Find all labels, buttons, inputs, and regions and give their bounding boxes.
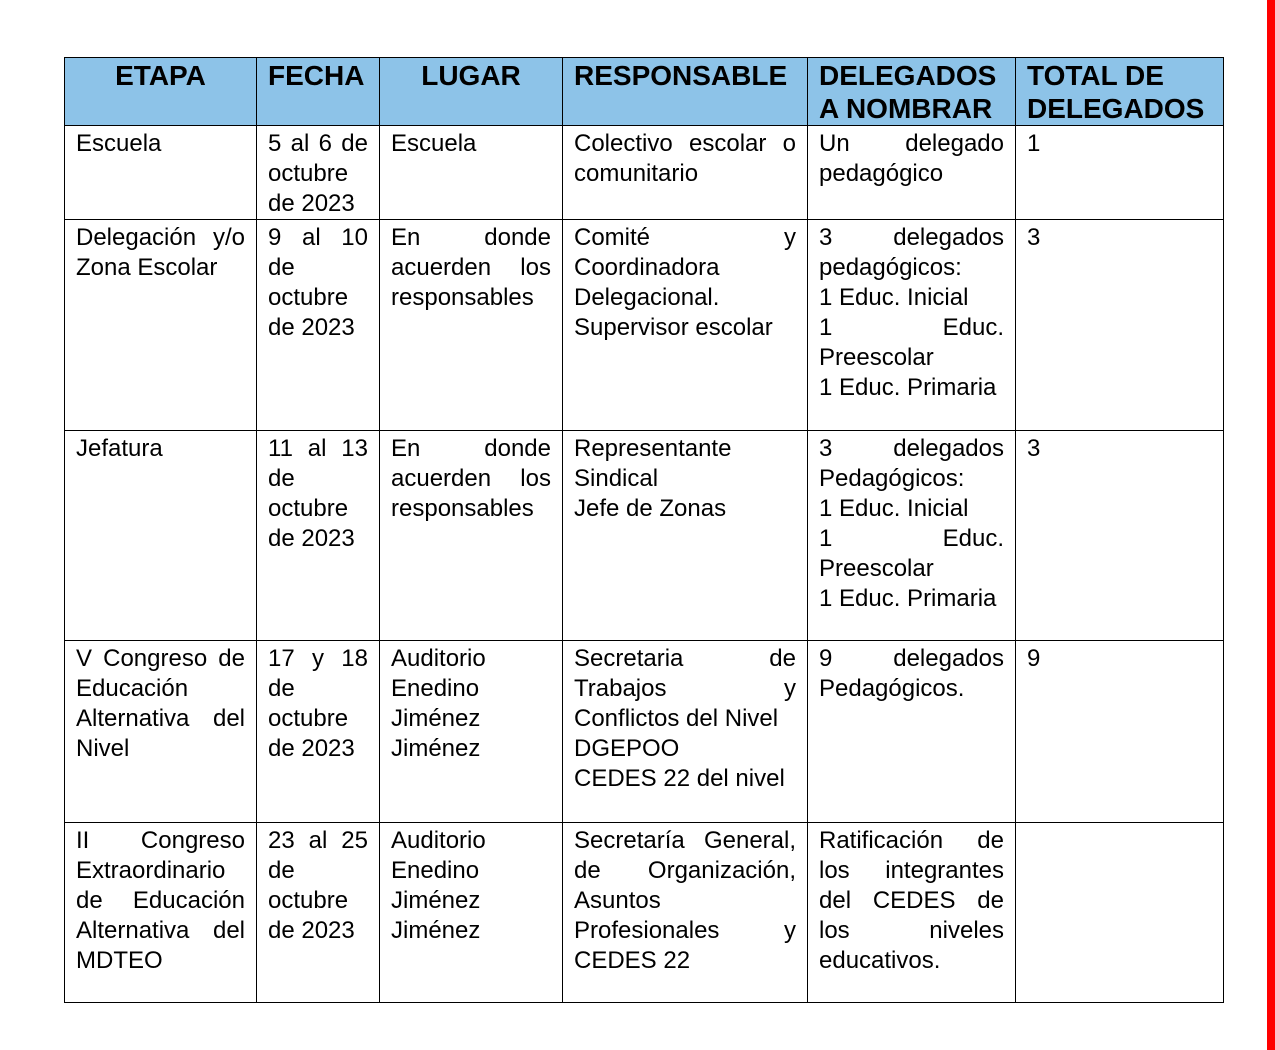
cell-fecha: 17 y 18 de octubre de 2023: [257, 641, 380, 823]
table-row: [65, 126, 1224, 220]
cell-responsable: Representante Sindical Jefe de Zonas: [563, 431, 808, 641]
cell-etapa: V Congreso de Educación Alternativa del Nivel: [65, 641, 257, 823]
cell-etapa: Jefatura: [65, 431, 257, 641]
cell-delegados: 9 delegados Pedagógicos.: [808, 641, 1016, 823]
cell-responsable: Secretaria de Trabajos y Conflictos del Nivel DGEPOO CEDES 22 del nivel: [563, 641, 808, 823]
header-lugar: LUGAR: [380, 58, 563, 126]
cell-total: 3: [1016, 431, 1224, 641]
header-responsable: RESPONSABLE: [563, 58, 808, 126]
table-row: [65, 641, 1224, 823]
cell-delegados: 3 delegados Pedagógicos: 1 Educ. Inicial 1 Educ. Preescolar 1 Educ. Primaria: [808, 431, 1016, 641]
cell-fecha: 9 al 10 de octubre de 2023: [257, 220, 380, 431]
cell-lugar: Auditorio Enedino Jiménez Jiménez: [380, 641, 563, 823]
delegates-schedule-table: [64, 57, 1224, 1003]
cell-etapa: II Congreso Extraordinario de Educación Alternativa del MDTEO: [65, 823, 257, 1003]
header-etapa: ETAPA: [65, 58, 257, 126]
cell-delegados: Un delegado pedagógico: [808, 126, 1016, 220]
cell-fecha: 5 al 6 de octubre de 2023: [257, 126, 380, 220]
cell-total: 1: [1016, 126, 1224, 220]
table-row: [65, 431, 1224, 641]
cell-delegados: Ratificación de los integrantes del CEDES de los niveles educativos.: [808, 823, 1016, 1003]
header-total-de-delegados: TOTAL DE DELEGADOS: [1016, 58, 1224, 126]
table-header-row: [65, 58, 1224, 126]
right-accent-bar: [1267, 0, 1275, 1050]
cell-total: 3: [1016, 220, 1224, 431]
header-fecha: FECHA: [257, 58, 380, 126]
cell-responsable: Comité y Coordinadora Delegacional. Supervisor escolar: [563, 220, 808, 431]
cell-fecha: 23 al 25 de octubre de 2023: [257, 823, 380, 1003]
cell-responsable: Secretaría General, de Organización, Asuntos Profesionales y CEDES 22: [563, 823, 808, 1003]
table-row: [65, 220, 1224, 431]
cell-lugar: Escuela: [380, 126, 563, 220]
cell-total: 9: [1016, 641, 1224, 823]
cell-responsable: Colectivo escolar o comunitario: [563, 126, 808, 220]
cell-etapa: Delegación y/o Zona Escolar: [65, 220, 257, 431]
cell-lugar: En donde acuerden los responsables: [380, 431, 563, 641]
cell-total: [1016, 823, 1224, 1003]
cell-etapa: Escuela: [65, 126, 257, 220]
cell-lugar: En donde acuerden los responsables: [380, 220, 563, 431]
header-delegados-a-nombrar: DELEGADOS A NOMBRAR: [808, 58, 1016, 126]
cell-lugar: Auditorio Enedino Jiménez Jiménez: [380, 823, 563, 1003]
cell-fecha: 11 al 13 de octubre de 2023: [257, 431, 380, 641]
table-row: [65, 823, 1224, 1003]
cell-delegados: 3 delegados pedagógicos: 1 Educ. Inicial 1 Educ. Preescolar 1 Educ. Primaria: [808, 220, 1016, 431]
